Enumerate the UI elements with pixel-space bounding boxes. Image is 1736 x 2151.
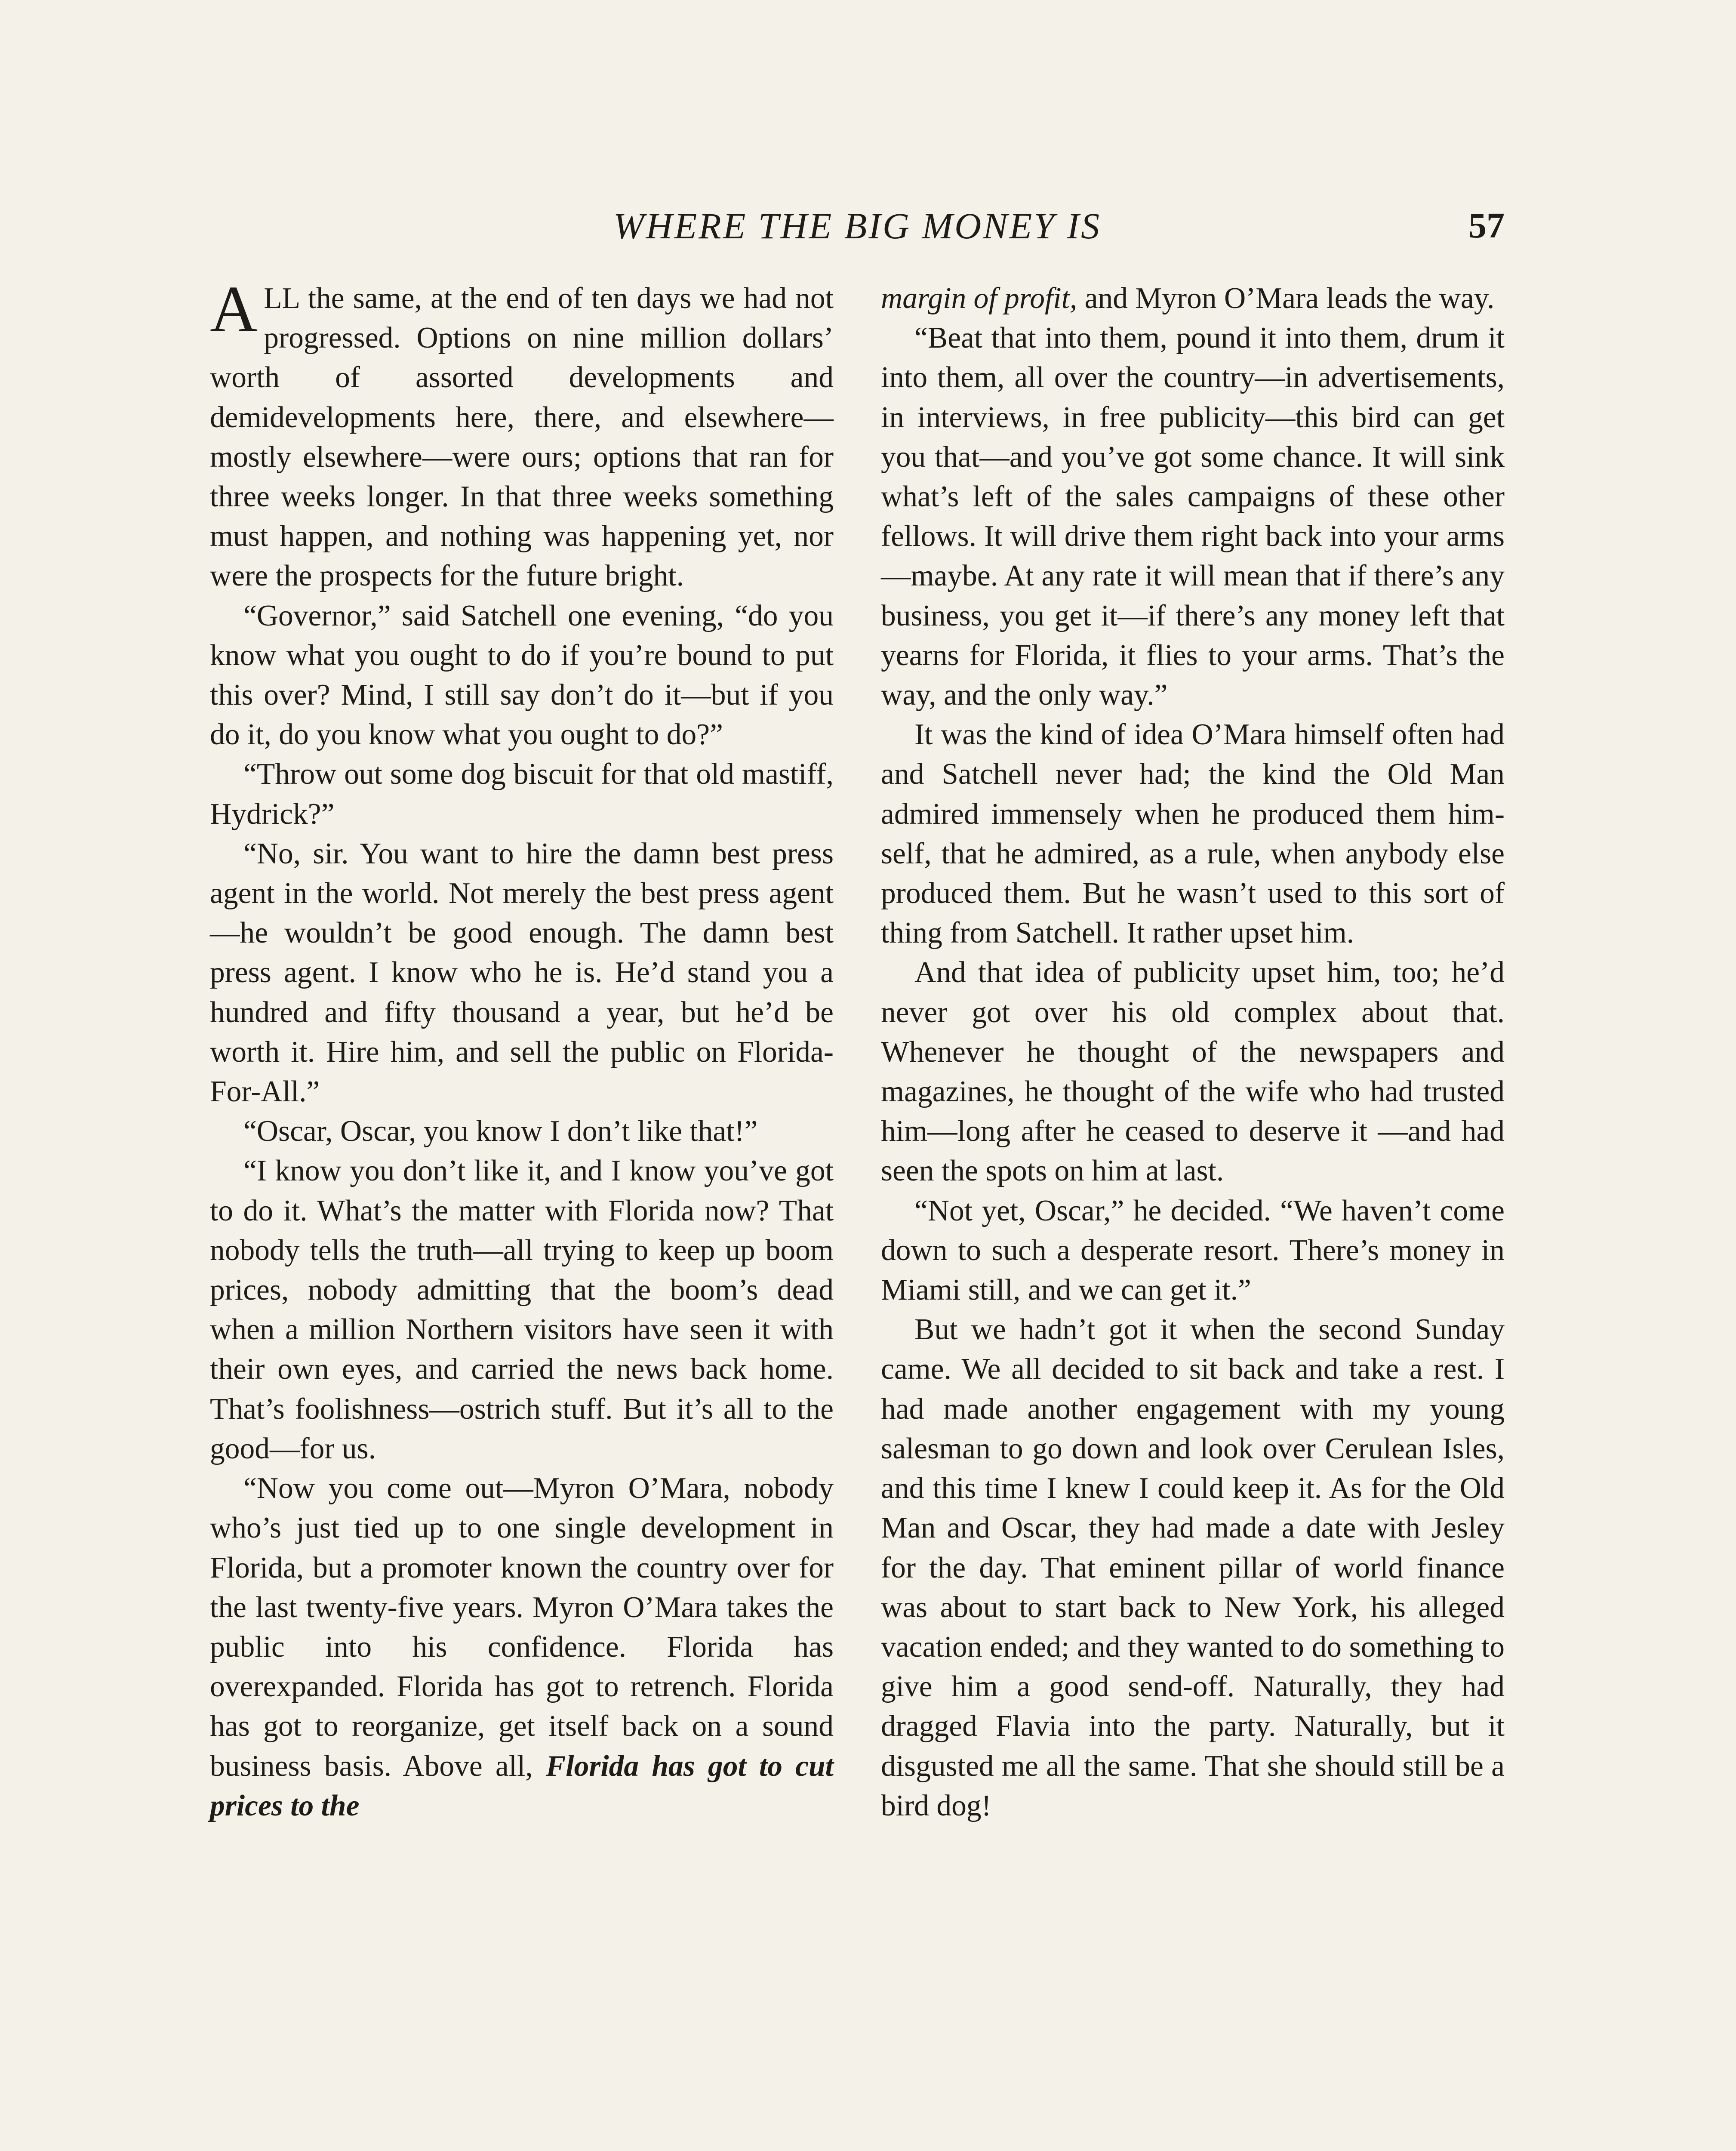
emphasis-text: Florida has got to cut prices to the (210, 1749, 834, 1822)
paragraph (210, 273, 834, 596)
left-column (210, 273, 834, 2151)
page-title: WHERE THE BIG MONEY IS (613, 205, 1102, 247)
paragraph: “I know you don’t like it, and I know you’ve got to do it. What’s the matter with Florida now? That nobody tells the truth—all trying to keep up boom prices, nobody admitting that the boom’s dead when a million Northern visitors have seen it with their own eyes, and carried the news back home. That’s foolishness—ostrich stuff. But it’s all to the good—for us. (210, 1154, 834, 1465)
paragraph (210, 1469, 834, 1826)
drop-cap: A (210, 273, 258, 346)
running-head (210, 202, 1505, 250)
paragraph: “Beat that into them, pound it into them, drum it into them, all over the country—in advertisements, in interviews, in free publicity—this bird can get you that—and you’ve got some chance. It will sink what’s left of the sales campaigns of these other fellows. It will drive them right back into your arms—maybe. At any rate it will mean that if there’s any business, you get it—if there’s any money left that yearns for Florida, it flies to your arms. That’s the way, and the only way.” (881, 321, 1505, 712)
right-column (881, 279, 1505, 2151)
paragraph: “Throw out some dog biscuit for that old mastiff, Hydrick?” (210, 758, 834, 831)
paragraph (881, 279, 1505, 318)
paragraph-text: “Now you come out—Myron O’Mara, nobody who’s just tied up to one single development in Florida, but a promoter known the country over for the last twenty-five years. Myron O’Mara takes the public into his confidence. Florida has overexpanded. Florida has got to retrench. Florida has got to reorganize, get itself back on a sound business basis. Above all, (210, 1472, 834, 1783)
paragraph: “Governor,” said Satchell one evening, “do you know what you ought to do if you’re bound to put this over? Mind, I still say don’t do it—but if you do it, do you know what you ought to do?” (210, 599, 834, 752)
paragraph: “Oscar, Oscar, you know I don’t like that!” (243, 1115, 758, 1148)
paragraph-text: LL the same, at the end of ten days we had not progressed. Options on nine million dollars’ worth of assorted developments and demidevelopments here, there, and elsewhere—mostly elsewhere—were ours; options that ran for three weeks longer. In that three weeks something must happen, and nothing was happening yet, nor were the prospects for the future bright. (210, 282, 834, 593)
paragraph: And that idea of publicity upset him, too; he’d never got over his old complex about that. Whenever he thought of the newspapers and magazines, he thought of the wife who had trusted him—long after he ceased to deserve it —and had seen the spots on him at last. (881, 956, 1505, 1188)
paragraph: But we hadn’t got it when the second Sunday came. We all decided to sit back and take a rest. I had made another engagement with my young salesman to go down and look over Cerulean Isles, and this time I knew I could keep it. As for the Old Man and Oscar, they had made a date with Jesley for the day. That eminent pillar of world finance was about to start back to New York, his alleged vacation ended; and they wanted to do something to give him a good send-off. Naturally, they had dragged Flavia into the party. Naturally, but it disgusted me all the same. That she should still be a bird dog! (881, 1313, 1505, 1822)
paragraph: It was the kind of idea O’Mara himself often had and Satchell never had; the kind the Old Man admired immensely when he produced them himself, that he admired, as a rule, when anybody else produced them. But he wasn’t used to this sort of thing from Satchell. It rather upset him. (881, 718, 1505, 950)
emphasis-text: margin of profit, (881, 282, 1077, 315)
paragraph: “No, sir. You want to hire the damn best press agent in the world. Not merely the best press agent—he wouldn’t be good enough. The damn best press agent. I know who he is. He’d stand you a hundred and fifty thousand a year, but he’d be worth it. Hire him, and sell the public on Florida-For-All.” (210, 837, 834, 1109)
page-number: 57 (1468, 206, 1505, 246)
paragraph: “Not yet, Oscar,” he decided. “We haven’t come down to such a desperate resort. There’s money in Miami still, and we can get it.” (881, 1194, 1505, 1307)
paragraph-text: and Myron O’Mara leads the way. (1084, 282, 1495, 315)
